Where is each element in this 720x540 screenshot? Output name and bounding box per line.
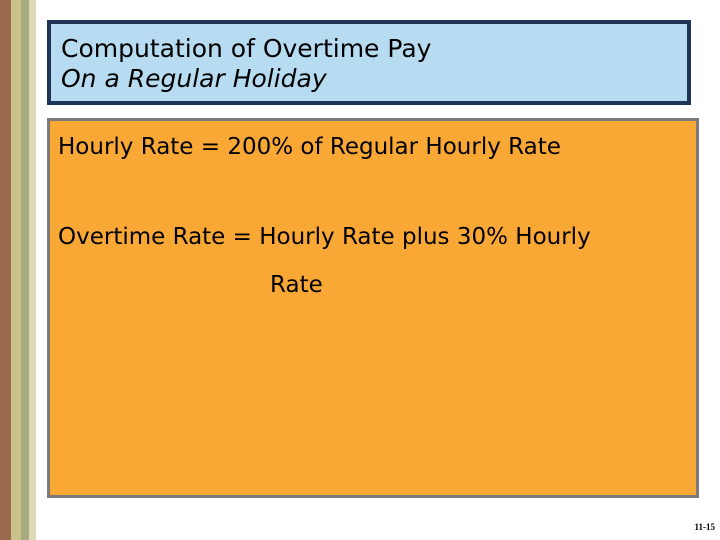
stripe-brown: [0, 0, 11, 540]
stripe-tan: [11, 0, 21, 540]
overtime-rate-text: Overtime Rate = Hourly Rate plus 30% Hourly: [58, 224, 591, 250]
slide-number: 11-15: [694, 522, 715, 532]
content-box: [47, 118, 699, 498]
title-main: Computation of Overtime Pay: [61, 34, 432, 63]
hourly-rate-text: Hourly Rate = 200% of Regular Hourly Rate: [58, 134, 561, 160]
stripe-beige: [29, 0, 36, 540]
overtime-rate-continuation: Rate: [270, 272, 323, 298]
slide-title: [47, 20, 691, 105]
title-subtitle: On a Regular Holiday: [61, 64, 327, 93]
decorative-stripes: [0, 0, 36, 540]
stripe-olive: [21, 0, 29, 540]
